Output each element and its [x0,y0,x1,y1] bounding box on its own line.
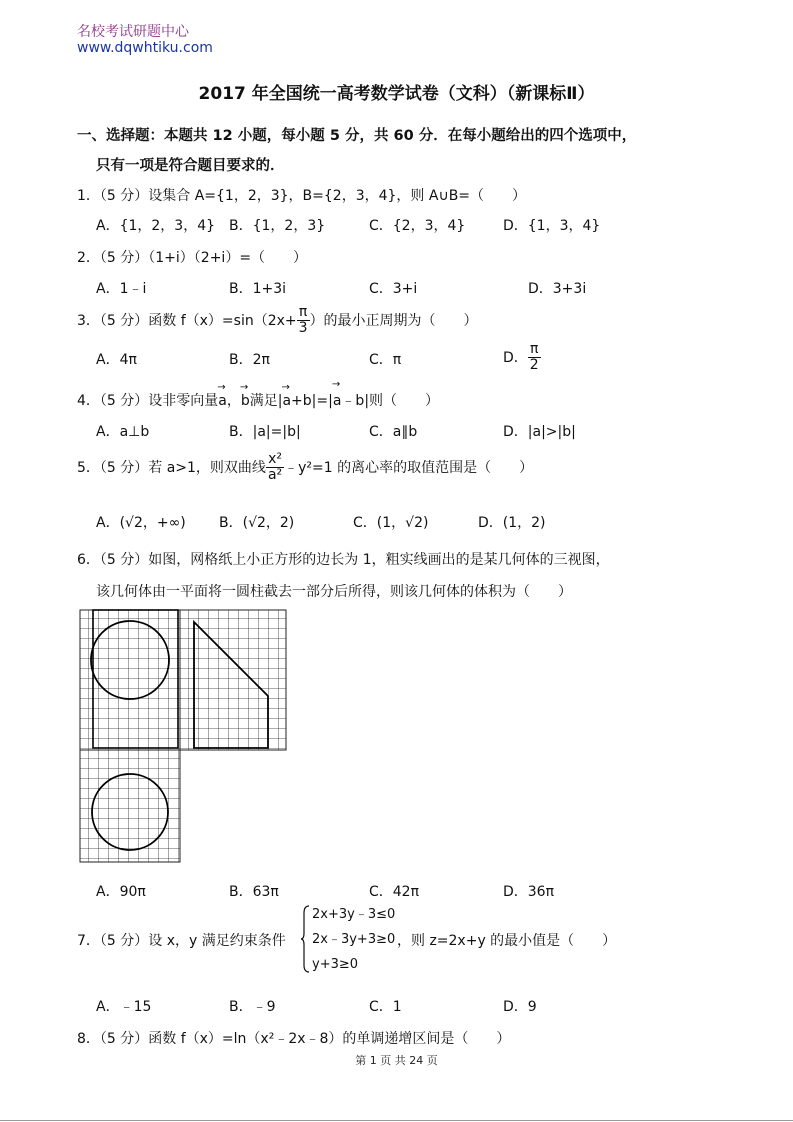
q1-option-a: A．{1，2，3，4} [96,218,216,234]
question-6-stem-line1: 6．（5 分）如图，网格纸上小正方形的边长为 1，粗实线画出的是某几何体的三视图， [77,552,610,568]
q5-frac-den: a² [267,467,283,484]
q3-option-d-num: π [528,342,541,358]
q2-option-c: C．3+i [369,281,418,297]
site-name: 名校考试研题中心 [77,24,189,40]
q3-frac-den: 3 [298,320,308,337]
page-title: 2017 年全国统一高考数学试卷（文科）（新课标Ⅱ） [198,84,595,104]
q3-option-d-den: 2 [529,357,539,374]
page-footer: 第 1 页 共 24 页 [355,1054,438,1067]
q6-option-a: A．90π [96,884,146,900]
q5-frac-num: x² [266,452,284,468]
q4-option-c: C．a∥b [369,424,418,440]
question-1-stem: 1．（5 分）设集合 A={1，2，3}，B={2，3，4}，则 A∪B=（ ） [77,188,527,204]
q5-stem-post: ﹣y²=1 的离心率的取值范围是（ ） [284,459,534,476]
constraint-2: 2x﹣3y+3≥0 [312,932,396,947]
three-view-figure [78,608,288,864]
q4-stem-c: |=| [311,393,333,409]
q5-stem-pre: 5．（5 分）若 a>1，则双曲线 [77,459,266,476]
q3-option-c: C．π [369,352,402,368]
q1-option-c: C．{2，3，4} [369,218,466,234]
q7-option-b: B．﹣9 [229,999,276,1015]
q7-option-a: A．﹣15 [96,999,152,1015]
q2-option-a: A．1﹣i [96,281,147,297]
page-bottom-rule [0,1120,793,1121]
q6-option-c: C．42π [369,884,420,900]
front-view [80,610,180,750]
section-heading-line1: 一、选择题：本题共 12 小题，每小题 5 分，共 60 分．在每小题给出的四个选项中， [77,128,637,144]
q4-comma: ， [226,393,241,409]
q2-option-d: D．3+3i [528,281,587,297]
q3-option-d [503,342,541,374]
q7-option-c: C．1 [369,999,402,1015]
question-4-stem [77,390,439,410]
constraint-system [312,902,395,977]
q2-option-b: B．1+3i [229,281,287,297]
site-url[interactable]: www.dqwhtiku.com [77,40,213,56]
question-8-stem: 8．（5 分）函数 f（x）=ln（x²﹣2x﹣8）的单调递增区间是（ ） [77,1031,511,1047]
q3-frac-num: π [297,305,310,321]
q4-option-b: B．|a|=|b| [229,424,301,440]
vector-a: → a [218,393,227,409]
q4-option-d: D．|a|>|b| [503,424,576,440]
q3-option-d-fraction [528,342,541,374]
q3-fraction [297,305,310,337]
q5-option-a: A．(√2，+∞) [96,515,186,531]
vector-b: → b [241,393,250,409]
q4-expr-diff: → a﹣b [333,390,364,410]
constraint-3: y+3≥0 [312,957,359,972]
q4-expr-sum: → a+b [282,393,311,409]
q5-option-b: B．(√2，2) [219,515,295,531]
question-7-stem-post: ，则 z=2x+y 的最小值是（ ） [397,933,617,949]
q1-option-d: D．{1，3，4} [503,218,601,234]
q5-option-c: C．(1，√2) [353,515,429,531]
question-2-stem: 2．（5 分）（1+i）（2+i）=（ ） [77,250,308,266]
question-6-stem-line2: 该几何体由一平面将一圆柱截去一部分后所得，则该几何体的体积为（ ） [96,584,572,600]
q4-stem-b: 满足| [249,393,283,409]
q3-option-d-label: D． [503,349,528,366]
q6-option-d: D．36π [503,884,555,900]
constraint-brace [300,905,310,973]
q5-fraction [266,452,284,484]
q3-stem-pre: 3．（5 分）函数 f（x）=sin（2x+ [77,312,297,329]
q3-option-b: B．2π [229,352,270,368]
q3-stem-post: ）的最小正周期为（ ） [309,312,478,329]
constraint-1: 2x+3y﹣3≤0 [312,907,396,922]
q4-stem-d: |则（ ） [364,393,440,409]
q1-option-b: B．{1，2，3} [229,218,326,234]
section-heading-line2: 只有一项是符合题目要求的． [96,158,285,174]
question-7-stem-pre: 7．（5 分）设 x，y 满足约束条件 [77,933,286,949]
top-view [80,750,180,862]
q5-option-d: D．(1，2) [478,515,546,531]
question-5-stem [77,452,533,484]
side-view [180,610,286,750]
q7-option-d: D．9 [503,999,537,1015]
q4-stem-a: 4．（5 分）设非零向量 [77,393,219,409]
q4-option-a: A．a⊥b [96,424,150,440]
question-3-stem [77,305,478,337]
q6-option-b: B．63π [229,884,279,900]
q3-option-a: A．4π [96,352,137,368]
